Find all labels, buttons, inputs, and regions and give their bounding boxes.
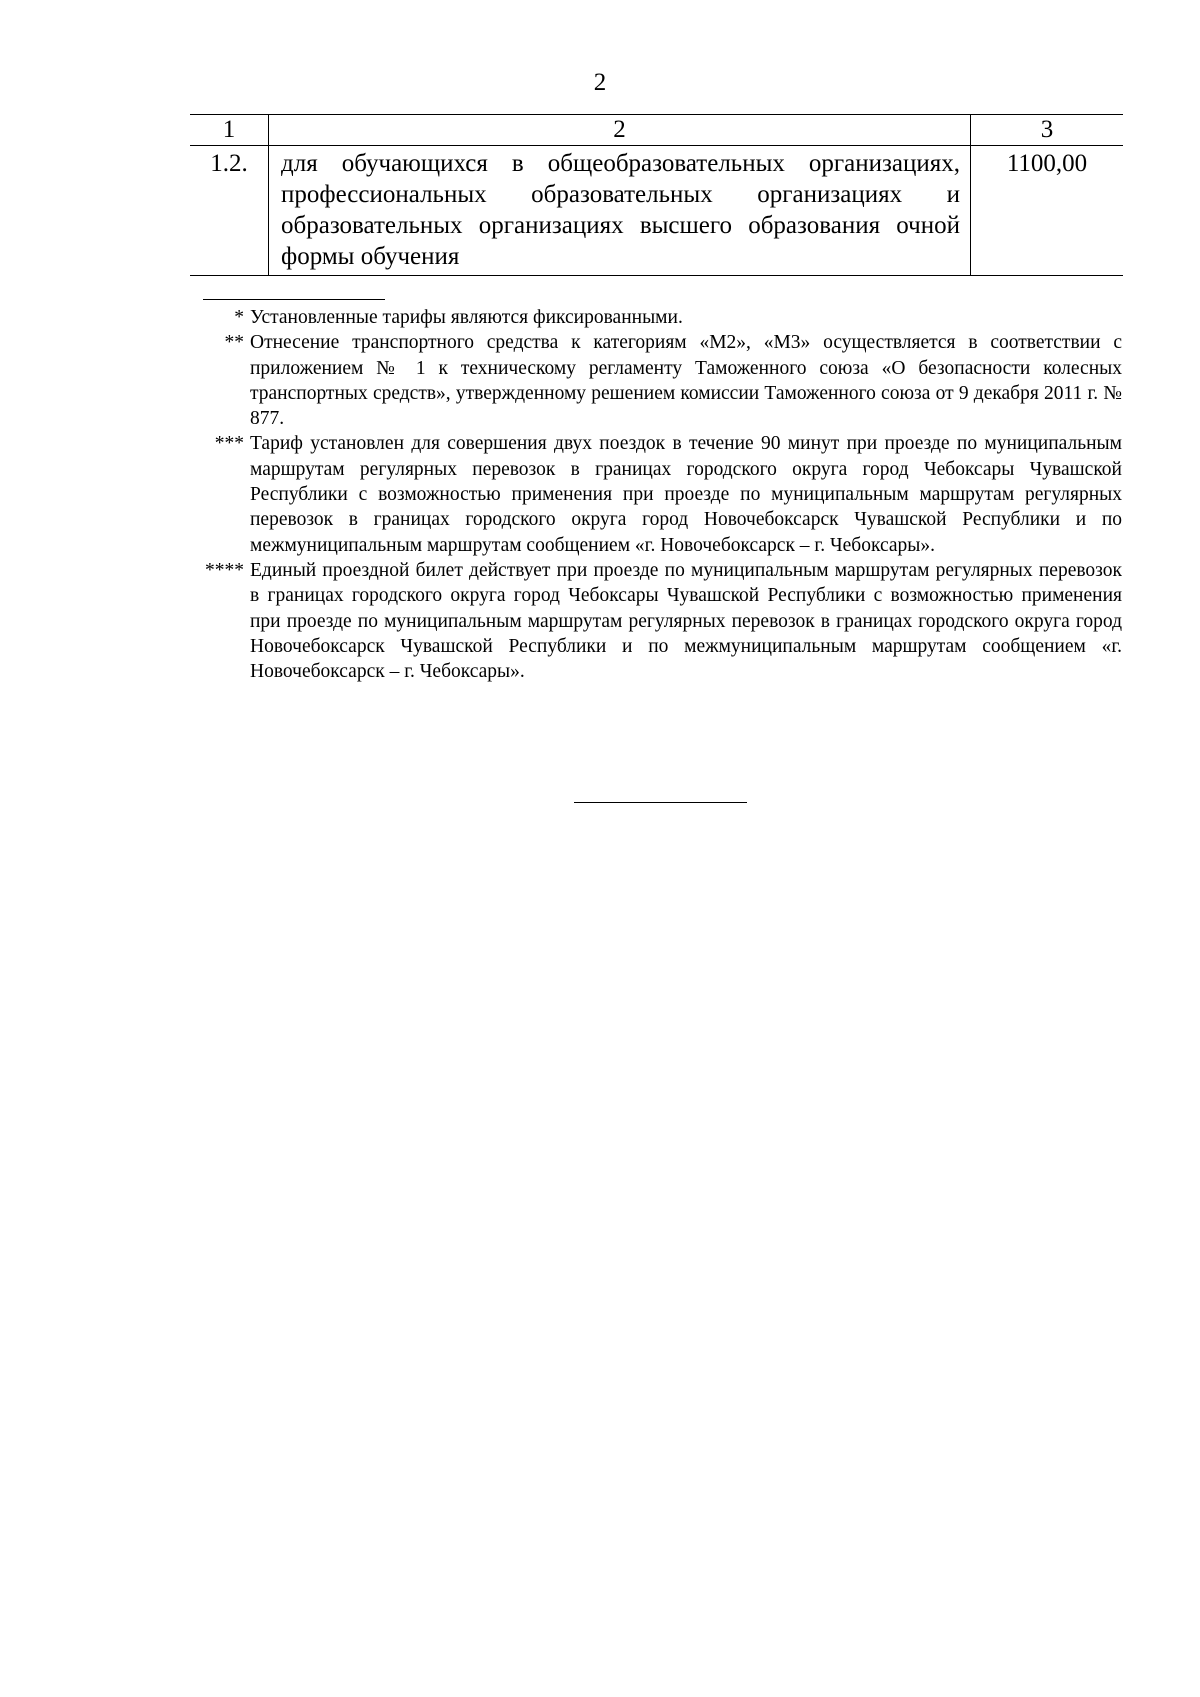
table-row xyxy=(190,146,1123,276)
end-of-document-line xyxy=(574,802,747,803)
footnote-mark: *** xyxy=(214,433,244,455)
footnote-mark: **** xyxy=(205,559,244,581)
row-description: для обучающихся в общеобразовательных организациях, профессиональных образовательных организациях и образовательных организациях высшего образования очной формы обучения xyxy=(269,146,971,276)
row-index: 1.2. xyxy=(190,146,269,276)
footnote xyxy=(190,431,1122,557)
page-number: 2 xyxy=(593,69,607,96)
footnote xyxy=(190,330,1122,431)
tariff-table xyxy=(190,114,1123,276)
footnote-text: Отнесение транспортного средства к категориям «М2», «М3» осуществляется в соответствии с приложением № 1 к техническому регламенту Таможенного союза «О безопасности колесных транспортных средств», утвержденному решением комиссии Таможенного союза от 9 декабря 2011 г. № 877. xyxy=(250,332,1122,430)
footnote-separator xyxy=(203,299,385,300)
footnote xyxy=(190,558,1122,684)
table-header-row xyxy=(190,115,1123,146)
column-header-1: 1 xyxy=(190,115,269,146)
column-header-2: 2 xyxy=(269,115,971,146)
footnote xyxy=(190,305,1122,330)
footnote-text: Единый проездной билет действует при проезде по муниципальным маршрутам регулярных перевозок в границах городского округа город Чебоксары Чувашской Республики с возможностью применения при проезде по муниципальным маршрутам регулярных перевозок в границах городского округа город Новочебоксарск Чувашской Республики и по межмуниципальным маршрутам сообщением «г. Новочебоксарск – г. Чебоксары». xyxy=(250,559,1122,683)
row-price: 1100,00 xyxy=(971,146,1124,276)
footnote-mark: * xyxy=(234,307,244,328)
footnote-text: Установленные тарифы являются фиксированными. xyxy=(250,307,683,328)
footnote-text: Тариф установлен для совершения двух поездок в течение 90 минут при проезде по муниципальным маршрутам регулярных перевозок в границах городского округа город Чебоксары Чувашской Республики с возможностью применения при проезде по муниципальным маршрутам регулярных перевозок в границах городского округа город Новочебоксарск Чувашской Республики и по межмуниципальным маршрутам сообщением «г. Новочебоксарск – г. Чебоксары». xyxy=(250,433,1122,556)
column-header-3: 3 xyxy=(971,115,1124,146)
footnotes xyxy=(190,305,1122,684)
footnote-mark: ** xyxy=(224,332,244,354)
